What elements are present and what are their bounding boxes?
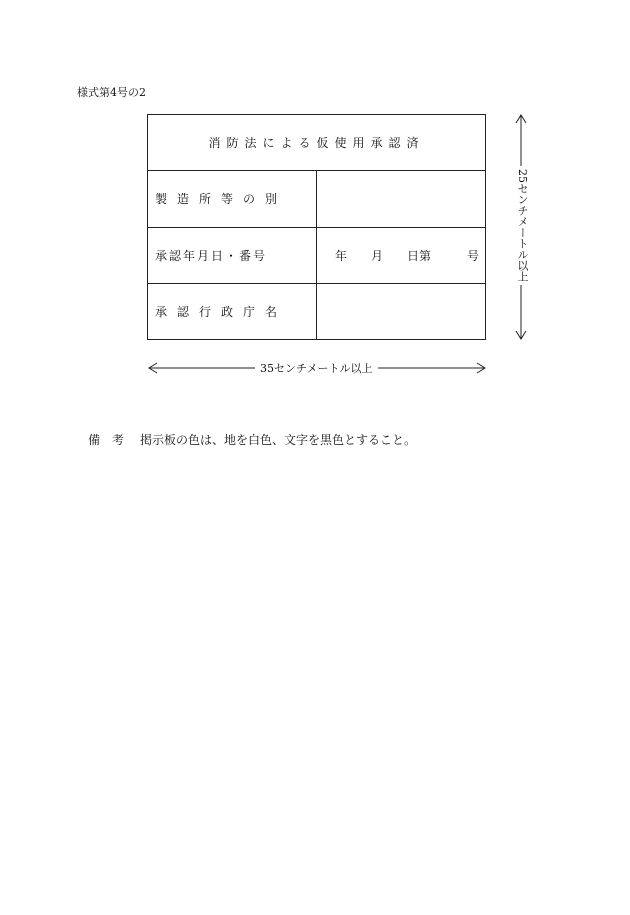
sign-title: 消防法による仮使用承認済 — [148, 115, 486, 171]
table-row — [148, 227, 486, 283]
height-dimension-label: 25センチメートル以上 — [512, 166, 528, 285]
sign-table — [147, 114, 486, 340]
remarks-label: 備考 — [88, 433, 137, 447]
table-row — [148, 171, 486, 227]
remarks — [88, 431, 416, 448]
facility-type-label: 製造所等の別 — [148, 171, 317, 227]
remarks-text: 掲示板の色は、地を白色、文字を黒色とすること。 — [140, 433, 417, 447]
approving-authority-label: 承認行政庁名 — [148, 283, 317, 339]
sign-title-row — [148, 115, 486, 171]
facility-type-value — [317, 171, 486, 227]
approval-date-label: 承認年月日・番号 — [148, 227, 317, 283]
width-dimension-label: 35センチメートル以上 — [255, 360, 378, 376]
approving-authority-value — [317, 283, 486, 339]
table-row — [148, 283, 486, 339]
approval-date-value: 年 月 日第 号 — [317, 227, 486, 283]
form-number: 様式第4号の2 — [77, 86, 146, 99]
